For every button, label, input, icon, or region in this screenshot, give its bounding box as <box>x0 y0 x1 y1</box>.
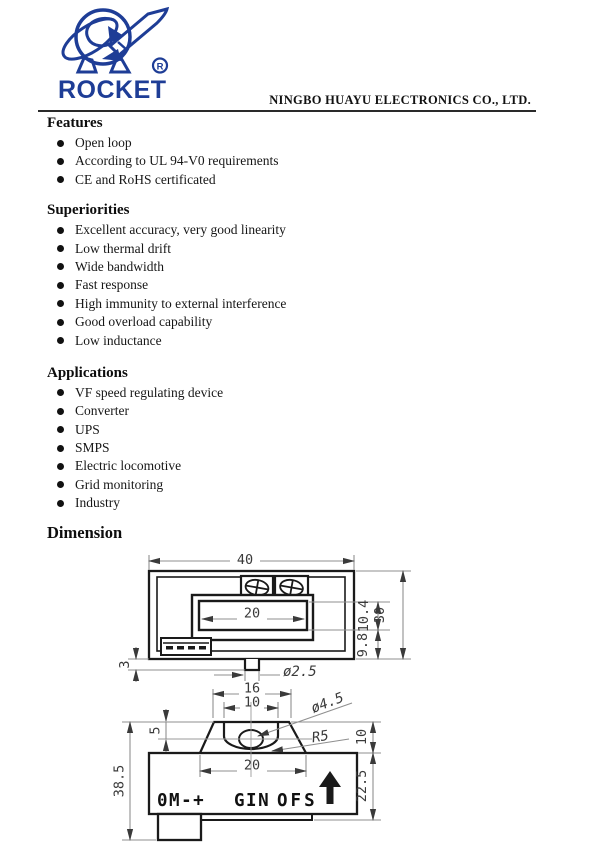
dim-top-overall-width <box>149 552 354 570</box>
list-item: Fast response <box>57 276 543 294</box>
pin-labels: 0M-+ <box>157 791 206 811</box>
svg-text:5: 5 <box>147 726 164 735</box>
svg-text:ø2.5: ø2.5 <box>283 664 317 680</box>
registered-letter: R <box>156 61 164 73</box>
svg-text:22.5: 22.5 <box>354 769 370 803</box>
list-item: Low inductance <box>57 332 543 350</box>
list-item: Electric locomotive <box>57 457 543 475</box>
list-item: UPS <box>57 421 543 439</box>
svg-text:10: 10 <box>354 728 370 746</box>
dim-top-aperture-height <box>308 600 390 633</box>
svg-text:38.5: 38.5 <box>111 764 128 798</box>
offset-label: OFS <box>277 791 318 811</box>
list-item: Wide bandwidth <box>57 258 543 276</box>
dimension-heading: Dimension <box>47 522 123 542</box>
list-item: Open loop <box>57 134 543 152</box>
bottom-pin-tab <box>245 659 259 670</box>
bottom-foot <box>158 814 201 840</box>
svg-text:30: 30 <box>372 606 388 624</box>
superiorities-heading: Superiorities <box>47 202 130 219</box>
list-item: CE and RoHS certificated <box>57 171 543 189</box>
dim-front-hole-diameter <box>258 690 352 736</box>
svg-text:20: 20 <box>243 757 261 774</box>
svg-text:9.8: 9.8 <box>355 632 371 658</box>
dim-top-lower-height <box>355 630 378 659</box>
list-item: Converter <box>57 402 543 420</box>
front-view <box>112 681 382 841</box>
top-view <box>117 552 411 682</box>
list-item: High immunity to external interference <box>57 295 543 313</box>
list-item: Low thermal drift <box>57 240 543 258</box>
brand-name: ROCKET <box>58 76 167 104</box>
svg-text:R5: R5 <box>310 727 330 747</box>
list-item: Good overload capability <box>57 313 543 331</box>
pin-connector <box>161 638 211 655</box>
svg-text:3: 3 <box>117 660 133 669</box>
list-item: SMPS <box>57 439 543 457</box>
list-item: According to UL 94-V0 requirements <box>57 152 543 170</box>
list-item: VF speed regulating device <box>57 384 543 402</box>
svg-text:40: 40 <box>236 552 254 568</box>
list-item: Industry <box>57 494 543 512</box>
dim-front-hole-offset <box>122 709 214 752</box>
company-name: NINGBO HUAYU ELECTRONICS CO., LTD. <box>269 93 531 107</box>
gain-label: GIN <box>234 791 271 811</box>
svg-text:10: 10 <box>243 694 261 711</box>
applications-heading: Applications <box>47 364 128 381</box>
list-item: Excellent accuracy, very good linearity <box>57 221 543 239</box>
dim-top-pin-diameter <box>214 664 317 681</box>
svg-text:16: 16 <box>243 680 261 697</box>
svg-text:10.4: 10.4 <box>356 599 372 633</box>
svg-text:ø4.5: ø4.5 <box>308 689 347 717</box>
features-heading: Features <box>47 115 103 131</box>
list-item: Grid monitoring <box>57 476 543 494</box>
svg-text:20: 20 <box>243 605 261 622</box>
